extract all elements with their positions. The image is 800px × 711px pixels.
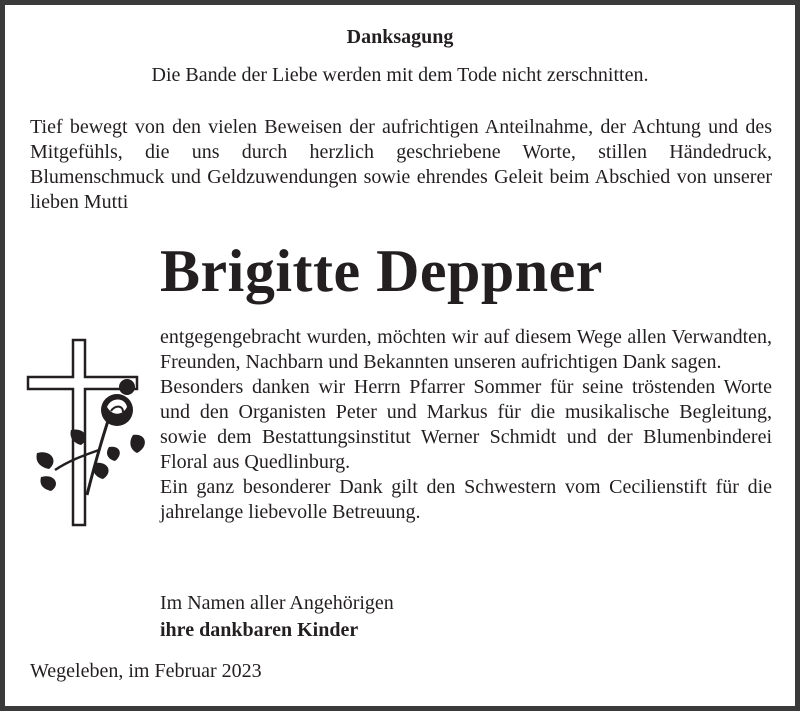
- closing-block: [160, 590, 394, 644]
- body-paragraph-cecilienstift: Ein ganz besonderer Dank gilt den Schwestern vom Cecilienstift für die jahrelange liebevolle Betreuung.: [160, 476, 772, 523]
- place-date: Wegeleben, im Februar 2023: [30, 660, 262, 682]
- signature: ihre dankbaren Kinder: [160, 619, 359, 641]
- body-paragraph-special-thanks: Besonders danken wir Herrn Pfarrer Sommer für seine tröstenden Worte und den Organisten Peter und Markus für die musikalische Begleitung, sowie dem Bestattungsinstitut Werner Schmidt und der Blumenbinderei Floral aus Quedlinburg.: [160, 376, 772, 473]
- closing-line: Im Namen aller Angehörigen: [160, 592, 394, 614]
- cross-with-rose-icon: [25, 335, 150, 535]
- notice-motto: Die Bande der Liebe werden mit dem Tode nicht zerschnitten.: [151, 64, 649, 86]
- notice-body: [160, 325, 772, 525]
- notice-intro: Tief bewegt von den vielen Beweisen der aufrichtigen Anteilnahme, der Achtung und des Mitgefühls, die uns durch herzlich geschriebene Worte, stillen Händedruck, Blumenschmuck und Geldzuwendungen sowie ehrendes Geleit beim Abschied von unserer lieben Mutti: [30, 116, 772, 213]
- body-paragraph-thanks: entgegengebracht wurden, möchten wir auf diesem Wege allen Verwandten, Freunden, Nachbarn und Bekannten unseren aufrichtigen Dank sagen.: [160, 326, 772, 373]
- deceased-name: Brigitte Deppner: [160, 238, 603, 304]
- notice-heading: Danksagung: [346, 26, 454, 48]
